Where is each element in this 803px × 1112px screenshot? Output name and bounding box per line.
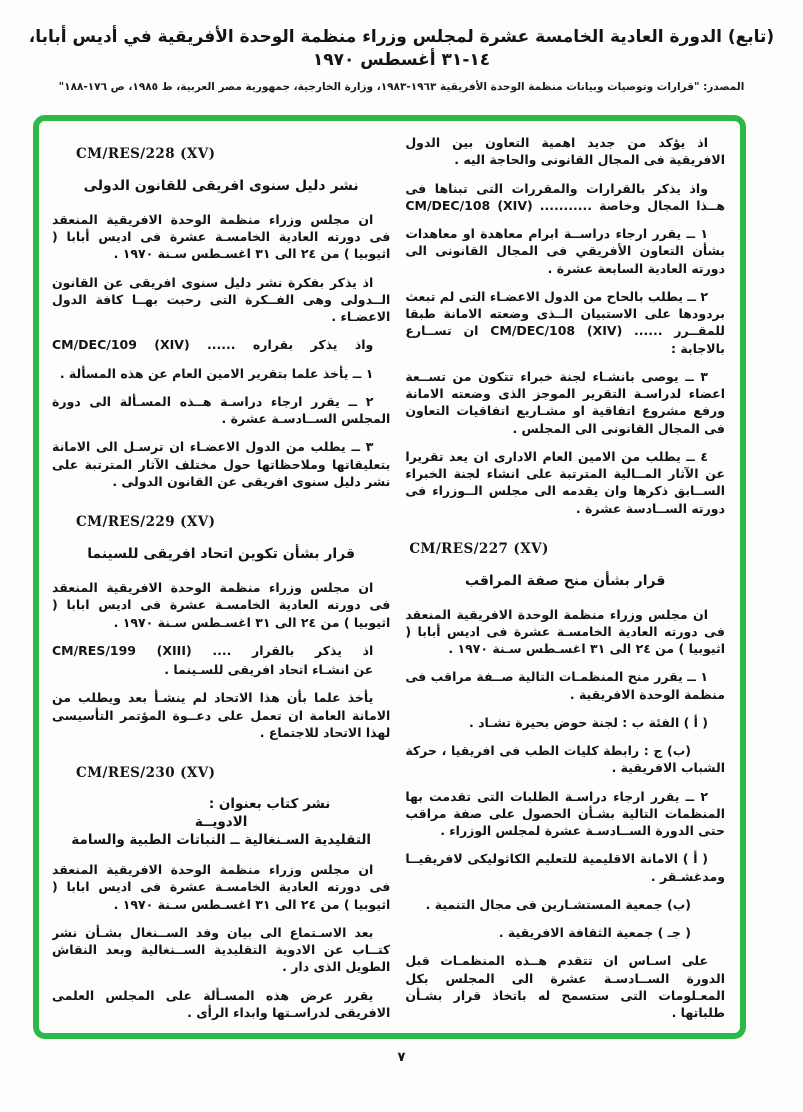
paragraph: ٤ ــ يطلب من الامين العام الادارى ان يعد تقريرا عن الآثار المــالية المترتبة على انشاء لجنة الخبراء الســابق ذكرها وان يقدمه الى مجلس الــوزراء فى دورته الســادسة عشرة . xyxy=(405,448,725,516)
list-item: ( أ ) الامانة الاقليمية للتعليم الكاثوليكى لافريقيــا ومدغشـقر . xyxy=(405,851,725,884)
resolution-code-cm-res-229: CM/RES/229 (XV) xyxy=(76,514,216,531)
source-citation: المصدر: "قرارات وتوصيات وبيانات منظمة الوحدة الأفريقية ١٩٦٣-١٩٨٣، وزارة الخارجية، جمهورية مصر العربية، ط ١٩٨٥، ص ١٧٦-١٨٨" xyxy=(58,80,745,93)
resolution-code-cm-res-230: CM/RES/230 (XV) xyxy=(76,765,216,782)
resolution-code-cm-res-227: CM/RES/227 (XV) xyxy=(409,540,549,557)
paragraph: اذ يذكر بفكرة نشر دليل سنوى افريقى عن القانون الــدولى وهى الفــكرة التى رحبت بهــا كافة الدول الاعضـاء . xyxy=(52,274,391,325)
paragraph: بعد الاسـتماع الى بيان وفد الســنغال بشـأن نشر كتــاب عن الادوية التقليدية الســنغالية وبعد النقاش الطويل الذى دار . xyxy=(52,924,391,975)
book-publication-heading: نشر كتاب بعنوان : xyxy=(208,796,331,813)
paragraph: ٢ ــ يقرر ارجاء دراسـة هــذه المسـألة الى دورة المجلس الســادسـة عشرة . xyxy=(52,393,391,427)
paragraph: ان مجلس وزراء منظمة الوحدة الافريقية المنعقد فى دورته العادية الخامسـة عشرة فى اديس أبابا ( اثيوبيا ) من ٢٤ الى ٣١ اغسـطس سـنة ١٩٧٠ . xyxy=(405,606,725,657)
paragraph: ١ ــ يقرر منح المنظمـات التالية صــفة مراقب فى منظمة الوحدة الافريقية . xyxy=(405,669,725,702)
highlight-frame xyxy=(33,115,746,1039)
paragraph: ٣ ــ يطلب من الدول الاعضـاء ان ترسـل الى الامانة بتعليقاتها وملاحظاتها حول مختلف الآثار المترتبة على نشر دليل سنوى افريقى عن القانون الدولى . xyxy=(52,439,391,489)
paragraph: ١ ــ يقرر ارجاء دراســة ابرام معاهدة او معاهدات بشأن التعاون الأفريقي فى المجال القانونى الى دورته العادية السابعة عشرة . xyxy=(405,226,725,276)
paragraph: على اسـاس ان تتقدم هــذه المنظمـات قبل الدورة الســادسـة عشرة الى المجلس بكل المعـلومات التى ستسمح له باتخاذ قرار بشـأن طلباتها . xyxy=(405,953,725,1021)
book-subtitle: التقليدية السـنغالية ــ النباتات الطبية والسامة xyxy=(71,832,372,849)
paragraph: ٣ ــ يوصى بانشـاء لجنة خبراء تتكون من تســعة اعضاء لدراسـة التقرير الموجز الذى وضعته الامانة ورفع مشروع اتفاقية او مشـاريع اتفاقيات التعاون فى المجال القانونى الى المجلس . xyxy=(405,368,725,436)
page-header xyxy=(20,26,783,93)
session-title: (تابع) الدورة العادية الخامسة عشرة لمجلس وزراء منظمة الوحدة الأفريقية في أديس أبابا، ١٤-٣١ أغسطس ١٩٧٠ xyxy=(28,27,775,70)
paragraph-with-reference: ٢ ــ يطلب بالحاح من الدول الاعضـاء التى لم تبعث بردودها على الاستبيان الــذى وضعته الامانة طبقا للمقــرر ...... ‎CM/DEC/108 (XIV)‎ ان تســارع بالاجابة : xyxy=(405,288,725,356)
paragraph-with-reference: واذ يذكر بقراره ...... ‎CM/DEC/109 (XIV)‎ xyxy=(52,337,374,353)
paragraph: عن انشـاء اتحاد افريقى للسـينما . xyxy=(164,662,374,678)
closing-decision-paragraph: يقرر عرض هذه المسـألة على المجلس العلمى الافريقى لدراسـتها وابداء الرأى . xyxy=(52,987,391,1020)
resolution-title: قرار بشأن منح صفة المراقب xyxy=(464,572,666,589)
paragraph-with-reference: اذ يذكر بالقرار .... ‎CM/RES/199 (XIII)‎ xyxy=(52,642,374,658)
paragraph: ان مجلس وزراء منظمة الوحدة الافريقية المنعقد فى دورته العادية الخامسـة عشرة فى اديس ابابا ( اثيوبيا ) من ٢٤ الى ٣١ اغسـطس سـنة ١٩٧٠ . xyxy=(52,862,391,912)
book-title: الادويــة xyxy=(194,814,248,831)
resolution-title: نشر دليل سنوى افريقى للقانون الدولى xyxy=(83,178,359,194)
paragraph: يأخذ علما بأن هذا الاتحاد لم ينشـأ بعد ويطلب من الامانة العامة ان تعمل على دعــوة المؤتمر التأسيسى لهذا الاتحاد للاجتماع . xyxy=(52,690,391,740)
list-item: (ب) جمعية المستشـارين فى مجال التنمية . xyxy=(425,896,691,912)
list-item: ( جـ ) جمعية الثقافة الافريقية . xyxy=(498,925,691,941)
paragraph: ٢ ــ يقرر ارجاء دراسـة الطلبات التى تقدمت بها المنظمات التالية بشـأن الحصول على صفة مراقب حتى الدورة الســادسـة عشرة لمجلس الوزراء . xyxy=(405,788,725,839)
paragraph: اذ يؤكد من جديد اهمية التعاون بين الدول الافريقية فى المجال القانونى والحاجة اليه . xyxy=(405,135,725,168)
resolution-title: قرار بشأن تكوين اتحاد افريقى للسينما xyxy=(87,546,356,563)
paragraph: ان مجلس وزراء منظمة الوحدة الافريقية المنعقد فى دورته العادية الخامسـة عشرة فى اديس أبابا ( اثيوبيا ) من ٢٤ الى ٣١ اغسـطس سـنة ١٩٧٠ . xyxy=(52,211,391,262)
list-item: ( أ ) الفئة ب : لجنة حوض بحيرة تشـاد . xyxy=(469,714,708,730)
column-right xyxy=(405,134,725,1025)
page-number: ٧ xyxy=(397,1050,406,1065)
resolution-code-cm-res-228: CM/RES/228 (XV) xyxy=(76,146,216,162)
column-left xyxy=(52,134,390,1025)
list-item: (ب) ج : رابطة كليات الطب فى افريقيا ، حركة الشباب الافريقية . xyxy=(405,743,725,776)
paragraph: ان مجلس وزراء منظمة الوحدة الافريقية المنعقد فى دورته العادية الخامسـة عشرة فى اديس ابابا ( اثيوبيا ) من ٢٤ الى ٣١ اغسـطس سـنة ١٩٧٠ . xyxy=(52,580,391,630)
paragraph-with-reference: واذ يذكر بالقرارات والمقررات التى تبناها فى هــذا المجال وخاصة ........... ‎CM/DEC/108 (XIV)‎ xyxy=(405,180,725,213)
paragraph: ١ ــ يأخذ علما بتقرير الامين العام عن هذه المسألة . xyxy=(59,365,374,381)
